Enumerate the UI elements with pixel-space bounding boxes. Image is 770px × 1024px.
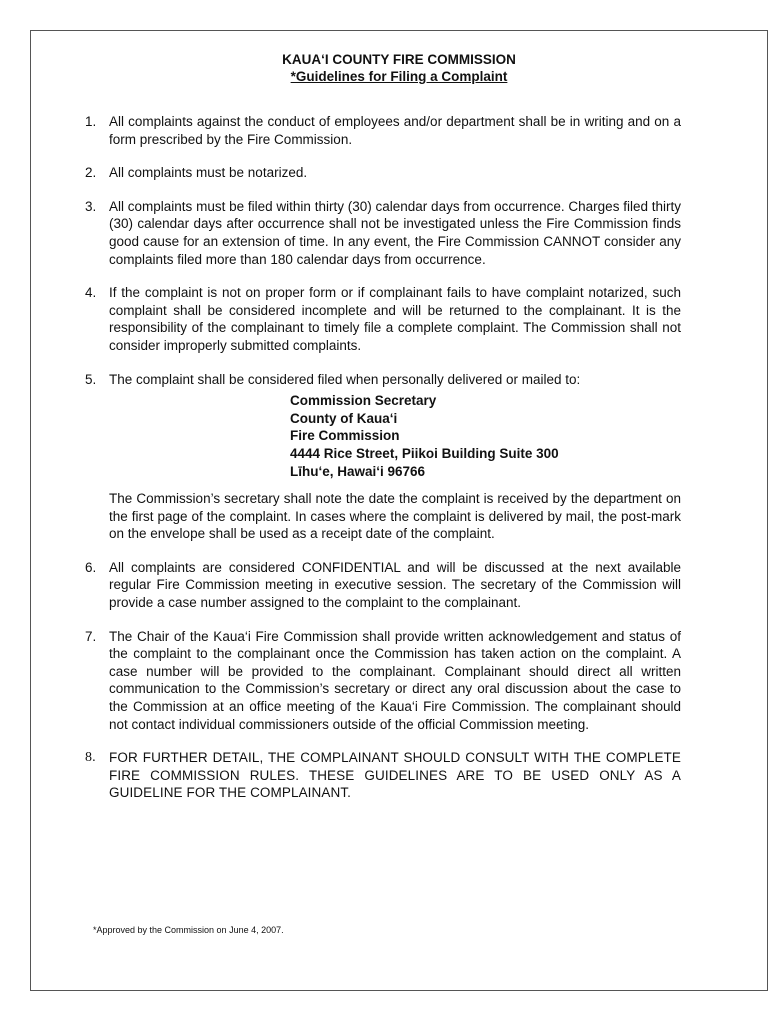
document-title: KAUA‘I COUNTY FIRE COMMISSION [282,52,516,67]
approval-footnote: *Approved by the Commission on June 4, 2007. [93,925,284,935]
guideline-item-3 [85,198,681,268]
document-page [30,30,768,991]
item-text: If the complaint is not on proper form or if complainant fails to have complaint notarized, such complaint shall be considered incomplete and will be returned to the complainant. It is the responsibility of the complainant to timely file a complete complaint. The Commission shall not consider improperly submitted complaints. [109,285,681,353]
guideline-item-6 [85,559,681,612]
address-line: Fire Commission [290,428,400,444]
address-line: County of Kaua‘i [290,410,398,426]
item-text: All complaints must be notarized. [109,165,308,181]
item-number: 4. [85,285,97,301]
item-followup-text: The Commission’s secretary shall note the date the complaint is received by the department on the first page of the complaint. In cases where the complaint is delivered by mail, the post-mark on the envelope shall be used as a receipt date of the complaint. [109,491,681,542]
item-number: 2. [85,165,97,181]
item-text: All complaints are considered CONFIDENTIAL and will be discussed at the next available regular Fire Commission meeting in executive session. The secretary of the Commission will provide a case number assigned to the complaint to the complainant. [109,559,681,611]
guideline-item-7 [85,628,681,734]
item-number: 5. [85,371,97,387]
address-line: 4444 Rice Street, Piikoi Building Suite 300 [290,445,559,461]
item-number: 8. [85,750,96,766]
guideline-item-5 [85,371,681,543]
address-line: Commission Secretary [290,393,437,409]
item-number: 7. [85,628,97,644]
item-text: FOR FURTHER DETAIL, THE COMPLAINANT SHOULD CONSULT WITH THE COMPLETE FIRE COMMISSION RULES. THESE GUIDELINES ARE TO BE USED ONLY AS A GUIDELINE FOR THE COMPLAINANT. [109,750,681,801]
item-number: 1. [85,114,97,129]
guideline-item-2 [85,164,681,182]
mailing-address [290,392,681,480]
guidelines-list [85,113,681,818]
address-line: Līhu‘e, Hawai‘i 96766 [290,463,426,479]
item-text: All complaints must be filed within thirty (30) calendar days from occurrence. Charges filed thirty (30) calendar days after occurrence shall not be investigated unless the Fire Commission finds good cause for an extension of time. In any event, the Fire Commission CANNOT consider any complaints filed more than 180 calendar days from occurrence. [109,198,681,267]
item-text: The complaint shall be considered filed when personally delivered or mailed to: [109,371,581,387]
item-number: 3. [85,198,97,214]
document-subtitle: *Guidelines for Filing a Complaint [290,69,508,84]
item-number: 6. [85,559,97,575]
document-header [31,51,767,85]
item-text: All complaints against the conduct of employees and/or department shall be in writing and on a form prescribed by the Fire Commission. [109,114,681,147]
guideline-item-4 [85,284,681,354]
guideline-item-1 [85,113,681,148]
item-text: The Chair of the Kaua‘i Fire Commission shall provide written acknowledgement and status of the complaint to the complainant once the Commission has taken action on the complaint. A case number will be provided to the complainant. Complainant should direct all written communication to the Commission’s secretary or direct any oral discussion about the case to the Commission at an office meeting of the Kaua‘i Fire Commission. The complainant should not contact individual commissioners outside of the official Commission meeting. [109,628,681,732]
guideline-item-8 [85,749,681,802]
